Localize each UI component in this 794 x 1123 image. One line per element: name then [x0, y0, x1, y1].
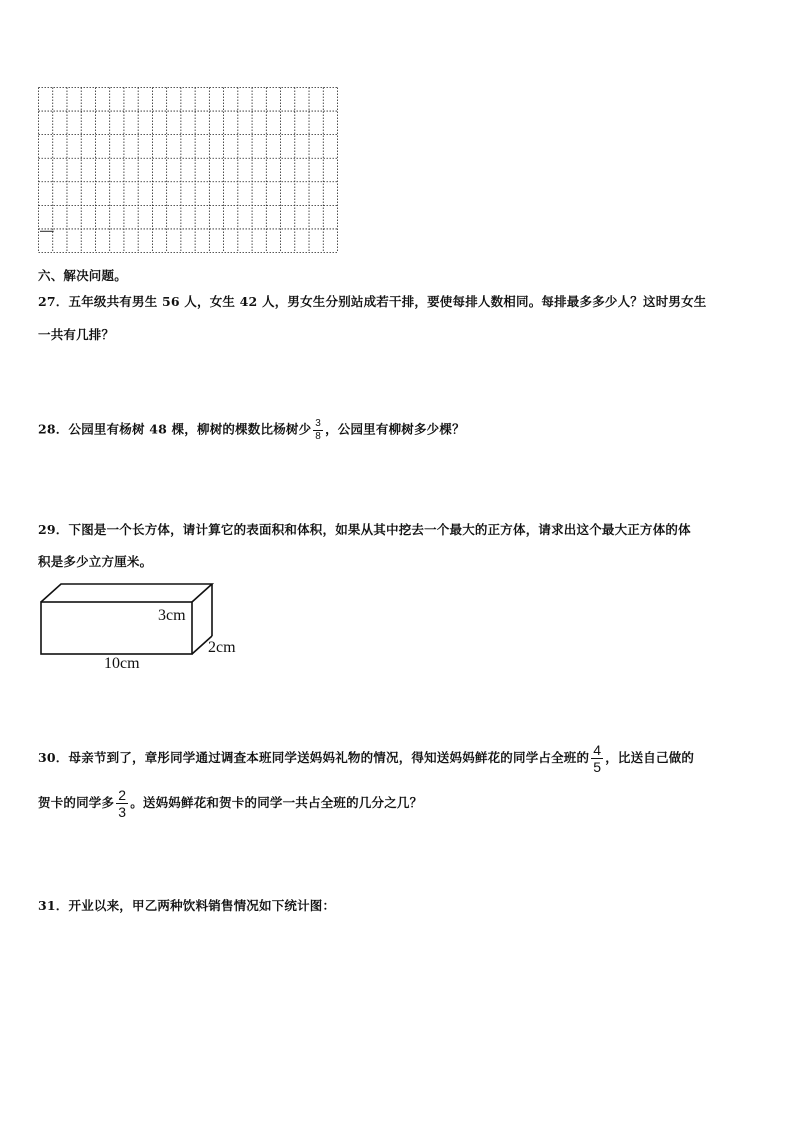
question-30-line2-after: 。送妈妈鲜花和贺卡的同学一共占全班的几分之几？ [130, 795, 423, 811]
section-heading: 六、解决问题。 [38, 268, 127, 283]
depth-label: 2cm [208, 639, 236, 656]
fraction-denominator: 5 [593, 759, 602, 776]
question-30-line2-before: 贺卡的同学多 [38, 795, 115, 811]
question-27-line1: 27．五年级共有男生 56 人，女生 42 人，男女生分别站成若干排，要使每排人数相同。每排最多多少人？这时男女生 [38, 294, 707, 309]
question-28 [38, 418, 465, 442]
cuboid-top-face [41, 584, 212, 602]
cuboid-drawing [36, 580, 256, 680]
cuboid-figure [36, 580, 256, 680]
question-28-text-before: 28．公园里有杨树 48 棵，柳树的棵数比杨树少 [38, 421, 312, 437]
height-label: 3cm [158, 607, 186, 624]
question-29-line1: 29．下图是一个长方体，请计算它的表面积和体积，如果从其中挖去一个最大的正方体，请求出这个最大正方体的体 [38, 522, 691, 537]
fraction-denominator: 3 [118, 804, 127, 821]
question-30-line1-after: ，比送自己做的 [605, 750, 695, 766]
question-29-line2: 积是多少立方厘米。 [38, 554, 153, 569]
fraction-2-3 [116, 787, 128, 820]
question-28-text-after: ，公园里有柳树多少棵？ [325, 421, 465, 437]
question-30-line1-before: 30．母亲节到了，章彤同学通过调查本班同学送妈妈礼物的情况，得知送妈妈鲜花的同学占全班的 [38, 750, 590, 766]
fraction-numerator: 4 [593, 742, 602, 758]
question-30-line2 [38, 787, 422, 820]
fraction-4-5 [591, 742, 603, 775]
question-27-line2: 一共有几排？ [38, 327, 115, 342]
answer-grid-lines [38, 87, 338, 253]
fraction-numerator: 2 [118, 787, 127, 803]
question-31: 31．开业以来，甲乙两种饮料销售情况如下统计图： [38, 898, 336, 913]
answer-grid [38, 87, 338, 253]
fraction-3-8 [313, 418, 323, 442]
length-label: 10cm [104, 655, 140, 672]
question-30-line1 [38, 742, 694, 775]
fraction-denominator: 8 [315, 430, 322, 442]
fraction-numerator: 3 [315, 418, 322, 429]
